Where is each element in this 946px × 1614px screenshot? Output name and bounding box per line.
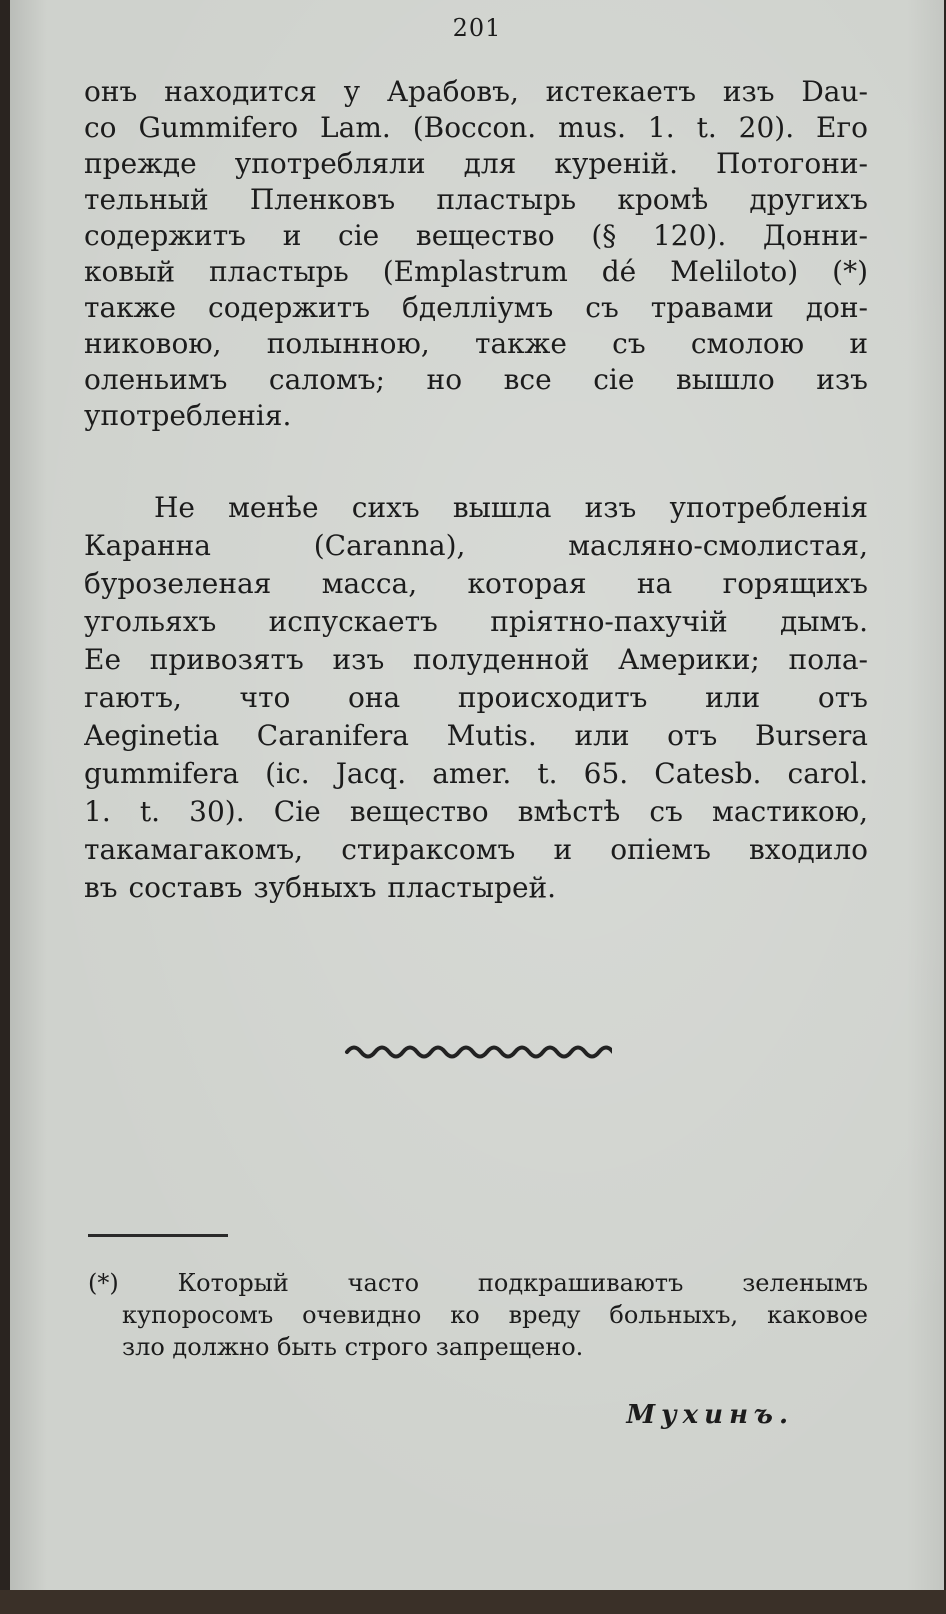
text-line: онъ находится у Арабовъ, истекаетъ изъ Dau-	[84, 75, 868, 108]
text-line: Aeginetia Caranifera Mutis. или отъ Bursera	[84, 719, 868, 752]
text-line: Ее привозятъ изъ полуденной Америки; пола-	[84, 643, 868, 676]
footnote-separator-rule	[88, 1234, 228, 1237]
text-line: также содержитъ бделліумъ съ травами дон-	[84, 291, 868, 324]
text-line: содержитъ и сіе вещество (§ 120). Донни-	[84, 219, 868, 252]
text-line: никовою, полынною, также съ смолою и	[84, 327, 868, 360]
book-page	[10, 0, 944, 1590]
text-line: употребленія.	[84, 399, 292, 432]
footnote-line: (*) Который часто подкрашиваютъ зеленымъ	[88, 1269, 868, 1297]
footnote-line: зло должно быть строго запрещено.	[122, 1333, 584, 1361]
page-bottom-edge	[0, 1590, 946, 1614]
page-number: 201	[452, 14, 502, 42]
text-line: Не менѣе сихъ вышла изъ употребленія	[154, 491, 868, 524]
text-line: бурозеленая масса, которая на горящихъ	[84, 567, 868, 600]
text-line: гаютъ, что она происходитъ или отъ	[84, 681, 868, 714]
text-line: оленьимъ саломъ; но все сіе вышло изъ	[84, 363, 868, 396]
text-line: ковый пластырь (Emplastrum dé Meliloto) (*)	[84, 255, 868, 288]
text-line: въ составъ зубныхъ пластырей.	[84, 871, 557, 904]
footnote-line: купоросомъ очевидно ко вреду больныхъ, каковое	[122, 1301, 868, 1329]
author-signature: Мухинъ.	[626, 1400, 794, 1430]
text-line: co Gummifero Lam. (Boccon. mus. 1. t. 20). Его	[84, 111, 868, 144]
wavy-ornament-divider	[10, 1040, 944, 1068]
text-line: 1. t. 30). Сіе вещество вмѣстѣ съ мастикою,	[84, 795, 868, 828]
text-line: угольяхъ испускаетъ пріятно-пахучій дымъ.	[84, 605, 868, 638]
text-line: прежде употребляли для куреній. Потогони-	[84, 147, 868, 180]
text-line: такамагакомъ, стираксомъ и опіемъ входило	[84, 833, 868, 866]
text-line: тельный Пленковъ пластырь кромѣ другихъ	[84, 183, 868, 216]
text-line: gummifera (ic. Jacq. amer. t. 65. Catesb. carol.	[84, 757, 868, 790]
text-line: Каранна (Caranna), масляно-смолистая,	[84, 529, 868, 562]
wavy-ornament-icon	[342, 1040, 612, 1064]
